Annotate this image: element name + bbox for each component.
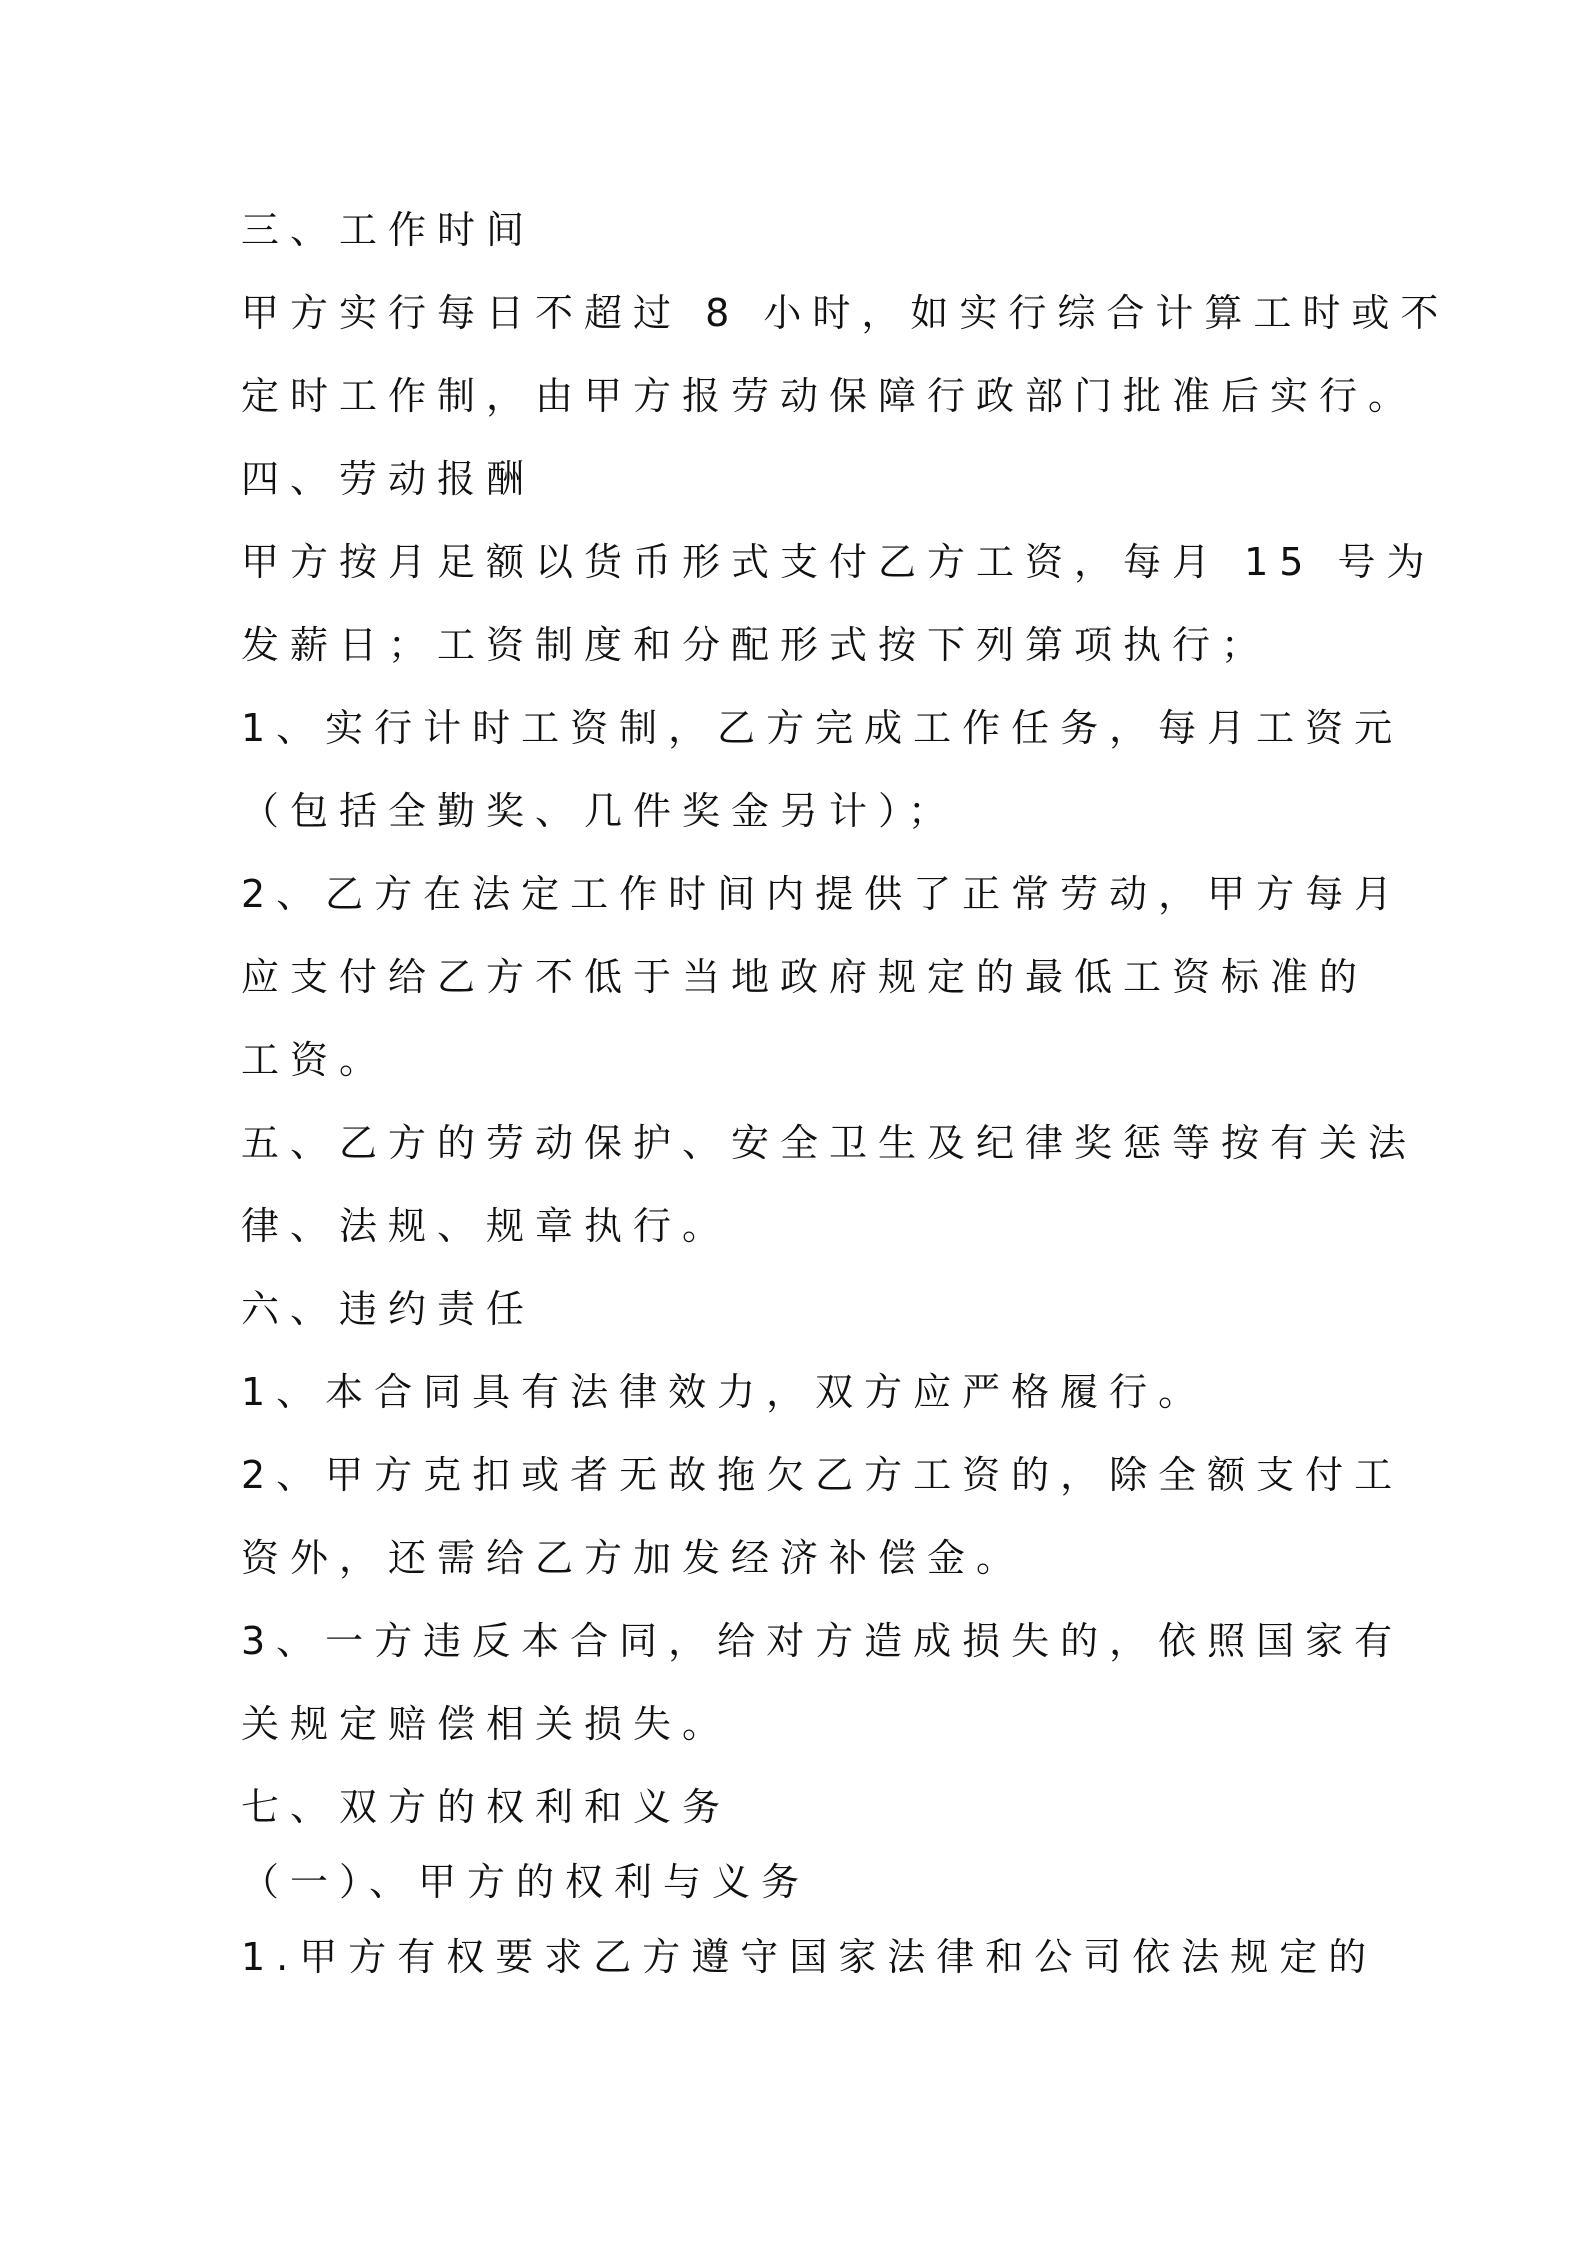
paragraph-line: 关规定赔偿相关损失。: [241, 1702, 732, 1746]
paragraph-line: 定时工作制，由甲方报劳动保障行政部门批准后实行。: [241, 374, 1418, 418]
list-item-line: 2、乙方在法定工作时间内提供了正常劳动，甲方每月: [241, 872, 1404, 916]
section-heading-liability: 六、违约责任: [241, 1287, 536, 1331]
list-item-line: 2、甲方克扣或者无故拖欠乙方工资的，除全额支付工: [241, 1453, 1404, 1497]
paragraph-line: 甲方实行每日不超过 8 小时，如实行综合计算工时或不: [241, 291, 1450, 335]
section-heading-protection: 五、乙方的劳动保护、安全卫生及纪律奖惩等按有关法: [241, 1121, 1418, 1165]
list-item-line: 1、实行计时工资制，乙方完成工作任务，每月工资元: [241, 706, 1404, 750]
section-heading-work-hours: 三、工作时间: [241, 208, 536, 252]
list-item-line: 1.甲方有权要求乙方遵守国家法律和公司依法规定的: [241, 1935, 1378, 1979]
paragraph-line: 资外，还需给乙方加发经济补偿金。: [241, 1536, 1026, 1580]
paragraph-line: 应支付给乙方不低于当地政府规定的最低工资标准的: [241, 955, 1369, 999]
list-item-line: 1、本合同具有法律效力，双方应严格履行。: [241, 1370, 1208, 1414]
paragraph-line: 工资。: [241, 1038, 389, 1082]
list-item-line: 3、一方违反本合同，给对方造成损失的，依照国家有: [241, 1619, 1404, 1663]
paragraph-line: 发薪日；工资制度和分配形式按下列第项执行；: [241, 623, 1271, 667]
section-heading-labor-pay: 四、劳动报酬: [241, 457, 536, 501]
paragraph-line: （包括全勤奖、几件奖金另计）；: [241, 789, 958, 833]
section-heading-rights-obligations: 七、双方的权利和义务: [241, 1785, 732, 1829]
subsection-heading-party-a: （一）、甲方的权利与义务: [241, 1860, 811, 1904]
paragraph-line: 律、法规、规章执行。: [241, 1204, 732, 1248]
paragraph-line: 甲方按月足额以货币形式支付乙方工资，每月 15 号为: [241, 540, 1436, 584]
